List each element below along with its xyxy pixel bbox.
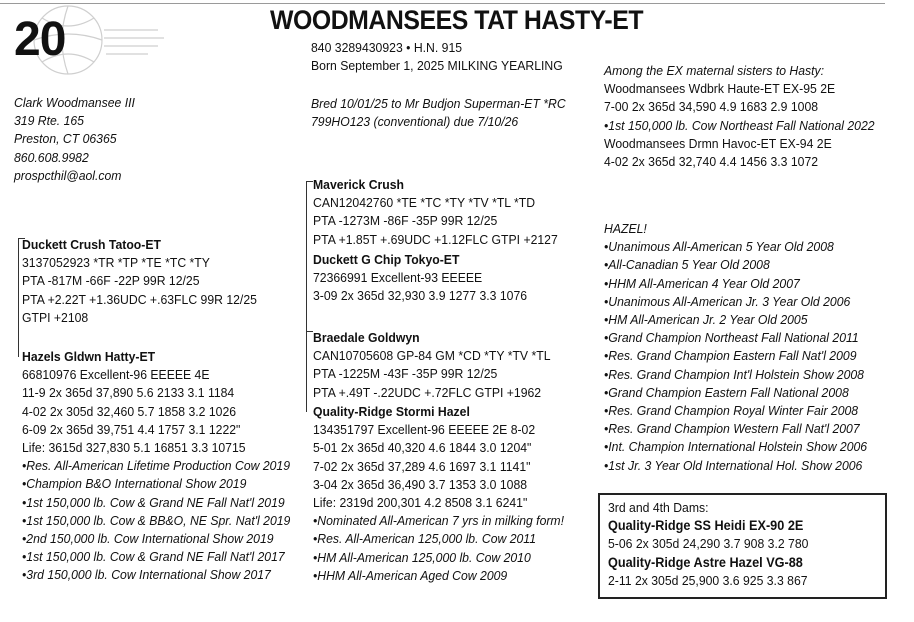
lot-number: 20 [14, 13, 66, 66]
sister-2-name: Woodmansees Drmn Havoc-ET EX-94 2E [604, 135, 832, 151]
dams-box-heading: 3rd and 4th Dams: [608, 500, 709, 515]
maternal-grandsire [313, 329, 566, 402]
paternal-grandsire [313, 176, 573, 249]
paternal-grandsire-line-1: CAN12042760 *TE *TC *TY *TV *TL *TD [313, 195, 536, 211]
paternal-grandsire-name: Maverick Crush [313, 177, 405, 192]
third-dam-name: Quality-Ridge SS Heidi EX-90 2E [608, 518, 804, 534]
sister-1-note: •1st 150,000 lb. Cow Northeast Fall National 2022 [604, 117, 875, 133]
dam-note-4: •1st 150,000 lb. Cow & BB&O, NE Spr. Nat'l 2019 [22, 512, 291, 528]
consignor-city: Preston, CT 06365 [14, 131, 117, 147]
sire [22, 236, 272, 327]
maternal-granddam-note-1: •Nominated All-American 7 yrs in milking form! [313, 513, 565, 529]
dam-note-3: •1st 150,000 lb. Cow & Grand NE Fall Nat'l 2019 [22, 494, 285, 510]
dam-line-4: 6-09 2x 365d 39,751 4.4 1757 3.1 1222" [22, 421, 241, 437]
bred-line-1: Bred 10/01/25 to Mr Budjon Superman-ET *RC [311, 96, 566, 111]
hazel-note-11: •Res. Grand Champion Western Fall Nat'l 2007 [604, 421, 860, 437]
fourth-dam-record: 2-11 2x 305d 25,900 3.6 925 3.3 867 [608, 572, 808, 588]
sire-line-1: 3137052923 *TR *TP *TE *TC *TY [22, 255, 210, 271]
maternal-grandsire-line-2: PTA -1225M -43F -35P 99R 12/25 [313, 366, 498, 382]
fourth-dam-name: Quality-Ridge Astre Hazel VG-88 [608, 554, 803, 570]
maternal-granddam [313, 403, 580, 585]
dam-line-5: Life: 3615d 327,830 5.1 16851 3.3 10715 [22, 440, 246, 456]
dam-note-2: •Champion B&O International Show 2019 [22, 476, 247, 492]
hazel-note-6: •Grand Champion Northeast Fall National 2011 [604, 330, 859, 346]
maternal-grandsire-name: Braedale Goldwyn [313, 330, 420, 345]
sire-line-2: PTA -817M -66F -22P 99R 12/25 [22, 273, 200, 289]
dam-line-2: 11-9 2x 365d 37,890 5.6 2133 3.1 1184 [22, 385, 235, 401]
consignor-name: Clark Woodmansee III [14, 95, 135, 110]
hazel-note-5: •HM All-American Jr. 2 Year Old 2005 [604, 312, 808, 328]
maternal-grandsire-line-3: PTA +.49T -.22UDC +.72FLC GTPI +1962 [313, 384, 542, 400]
consignor-email[interactable]: prospcthil@aol.com [14, 167, 122, 183]
maternal-sisters [604, 62, 892, 171]
third-fourth-dams-box [598, 493, 887, 599]
paternal-bracket [306, 181, 313, 332]
maternal-granddam-note-3: •HM All-American 125,000 lb. Cow 2010 [313, 549, 531, 565]
hazel-note-12: •Int. Champion International Holstein Show 2006 [604, 439, 868, 455]
dam [22, 348, 307, 585]
paternal-granddam-line-1: 72366991 Excellent-93 EEEEE [313, 270, 483, 286]
page-title: WOODMANSEES TAT HASTY-ET [270, 5, 644, 35]
consignor-street: 319 Rte. 165 [14, 113, 84, 129]
hazel-note-7: •Res. Grand Champion Eastern Fall Nat'l 2009 [604, 348, 857, 364]
dam-note-7: •3rd 150,000 lb. Cow International Show 2017 [22, 567, 271, 583]
dam-note-5: •2nd 150,000 lb. Cow International Show 2019 [22, 531, 274, 547]
hazel-note-10: •Res. Grand Champion Royal Winter Fair 2008 [604, 403, 859, 419]
dam-name: Hazels Gldwn Hatty-ET [22, 349, 156, 364]
sister-2-record: 4-02 2x 365d 32,740 4.4 1456 3.3 1072 [604, 154, 819, 170]
hazel-heading: HAZEL! [604, 221, 647, 236]
dam-line-1: 66810976 Excellent-96 EEEEE 4E [22, 367, 210, 383]
registration-line: 840 3289430923 • H.N. 915 [311, 40, 463, 55]
dam-line-3: 4-02 2x 305d 32,460 5.7 1858 3.2 1026 [22, 403, 237, 419]
maternal-granddam-line-5: Life: 2319d 200,301 4.2 8508 3.1 6241" [313, 495, 528, 511]
paternal-granddam-name: Duckett G Chip Tokyo-ET [313, 252, 460, 267]
hazel-accolades [604, 220, 884, 475]
sire-name: Duckett Crush Tatoo-ET [22, 237, 161, 252]
third-fourth-dams [608, 499, 821, 590]
dam-note-6: •1st 150,000 lb. Cow & Grand NE Fall Nat'l 2017 [22, 549, 285, 565]
paternal-grandsire-line-2: PTA -1273M -86F -35P 99R 12/25 [313, 213, 498, 229]
maternal-granddam-note-4: •HHM All-American Aged Cow 2009 [313, 567, 508, 583]
maternal-granddam-line-4: 3-04 2x 365d 36,490 3.7 1353 3.0 1088 [313, 476, 528, 492]
maternal-granddam-line-1: 134351797 Excellent-96 EEEEE 2E 8-02 [313, 422, 536, 438]
maternal-grandsire-line-1: CAN10705608 GP-84 GM *CD *TY *TV *TL [313, 348, 551, 364]
hazel-note-2: •All-Canadian 5 Year Old 2008 [604, 257, 770, 273]
hazel-note-1: •Unanimous All-American 5 Year Old 2008 [604, 239, 834, 255]
paternal-granddam [313, 251, 541, 306]
sire-line-4: GTPI +2108 [22, 309, 89, 325]
birth-line: Born September 1, 2025 MILKING YEARLING [311, 58, 563, 73]
hazel-note-9: •Grand Champion Eastern Fall National 2008 [604, 384, 849, 400]
consignor-address [14, 94, 143, 185]
hazel-note-4: •Unanimous All-American Jr. 3 Year Old 2006 [604, 293, 851, 309]
sire-line-3: PTA +2.22T +1.36UDC +.63FLC 99R 12/25 [22, 291, 257, 307]
maternal-sisters-intro: Among the EX maternal sisters to Hasty: [604, 63, 825, 78]
third-dam-record: 5-06 2x 305d 24,290 3.7 908 3.2 780 [608, 536, 809, 552]
maternal-granddam-note-2: •Res. All-American 125,000 lb. Cow 2011 [313, 531, 537, 547]
bred-line-2: 799HO123 (conventional) due 7/10/26 [311, 114, 519, 129]
maternal-granddam-line-2: 5-01 2x 365d 40,320 4.6 1844 3.0 1204" [313, 440, 532, 456]
hazel-note-3: •HHM All-American 4 Year Old 2007 [604, 275, 800, 291]
maternal-granddam-name: Quality-Ridge Stormi Hazel [313, 404, 470, 419]
sister-1-record: 7-00 2x 365d 34,590 4.9 1683 2.9 1008 [604, 99, 819, 115]
paternal-grandsire-line-3: PTA +1.85T +.69UDC +1.12FLC GTPI +2127 [313, 231, 558, 247]
dam-note-1: •Res. All-American Lifetime Production Cow 2019 [22, 458, 291, 474]
hazel-note-8: •Res. Grand Champion Int'l Holstein Show 2008 [604, 366, 864, 382]
maternal-granddam-line-3: 7-02 2x 365d 37,289 4.6 1697 3.1 1141" [313, 458, 531, 474]
consignor-phone: 860.608.9982 [14, 149, 89, 165]
paternal-granddam-line-2: 3-09 2x 365d 32,930 3.9 1277 3.3 1076 [313, 288, 528, 304]
sister-1-name: Woodmansees Wdbrk Haute-ET EX-95 2E [604, 81, 836, 97]
hazel-note-13: •1st Jr. 3 Year Old International Hol. Show 2006 [604, 457, 863, 473]
